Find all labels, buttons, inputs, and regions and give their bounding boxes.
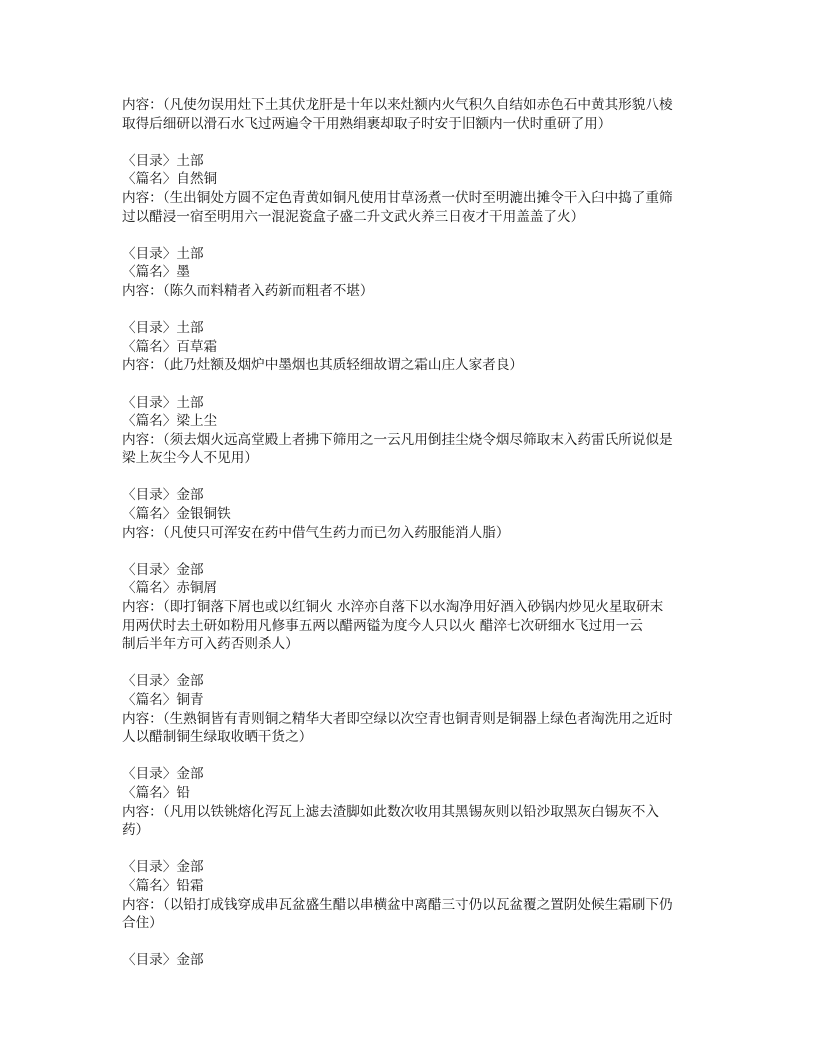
content-line: 内容：（即打铜落下屑也或以红铜火 水淬亦自落下以水淘净用好酒入砂锅内炒见火星取研末 — [122, 599, 664, 616]
entry-block — [122, 765, 698, 839]
catalog-line: 〈目录〉金部 — [122, 766, 204, 783]
chapter-title-line: 〈篇名〉百草霜 — [122, 338, 218, 355]
catalog-line: 〈目录〉金部 — [122, 673, 204, 690]
entry-block — [122, 245, 698, 301]
chapter-title-line: 〈篇名〉梁上尘 — [122, 413, 218, 430]
content-line: 制后半年方可入药否则杀人） — [122, 636, 299, 653]
blank-line — [122, 840, 698, 859]
catalog-line: 〈目录〉土部 — [122, 245, 204, 262]
catalog-line: 〈目录〉金部 — [122, 561, 204, 578]
content-line: 内容：（此乃灶额及烟炉中墨烟也其质轻细故谓之霜山庄人家者良） — [122, 357, 524, 374]
chapter-title-line: 〈篇名〉自然铜 — [122, 171, 218, 188]
content-line: 内容：（凡使勿误用灶下土其伏龙肝是十年以来灶额内火气积久自结如赤色石中黄其形貌八棱 — [122, 97, 673, 113]
catalog-line: 〈目录〉土部 — [122, 320, 204, 337]
entry-block — [122, 96, 698, 133]
blank-line — [122, 747, 698, 766]
blank-line — [122, 226, 698, 245]
content-line: 合住） — [122, 915, 163, 932]
entry-block — [122, 858, 698, 932]
catalog-line: 〈目录〉金部 — [122, 487, 204, 504]
chapter-title-line: 〈篇名〉赤铜屑 — [122, 580, 218, 597]
blank-line — [122, 375, 698, 394]
content-line: 内容：（须去烟火远高堂殿上者拂下筛用之一云凡用倒挂尘烧令烟尽筛取末入药雷氏所说似是 — [122, 431, 673, 448]
blank-line — [122, 933, 698, 952]
entry-block — [122, 486, 698, 542]
entry-block — [122, 672, 698, 746]
content-line: 用两伏时去土研如粉用凡修事五两以醋两镒为度今人只以火 醋淬七次研细水飞过用一云 — [122, 617, 643, 634]
blank-line — [122, 301, 698, 320]
entry-block — [122, 394, 698, 468]
blank-line — [122, 654, 698, 673]
content-line: 内容：（生出铜处方圆不定色青黄如铜凡使用甘草汤煮一伏时至明漉出摊令干入臼中捣了重筛 — [122, 189, 673, 206]
chapter-title-line: 〈篇名〉铜青 — [122, 692, 204, 708]
catalog-line: 〈目录〉土部 — [122, 394, 204, 411]
chapter-title-line: 〈篇名〉墨 — [122, 264, 190, 281]
entry-block — [122, 319, 698, 375]
content-line: 内容：（陈久而料精者入药新而粗者不堪） — [122, 282, 374, 299]
catalog-line: 〈目录〉金部 — [122, 952, 204, 969]
blank-line — [122, 468, 698, 487]
content-line: 人以醋制铜生绿取收晒干货之） — [122, 729, 313, 746]
blank-line — [122, 133, 698, 152]
catalog-line: 〈目录〉金部 — [122, 859, 204, 876]
chapter-title-line: 〈篇名〉铅 — [122, 784, 190, 801]
content-line: 内容：（生熟铜皆有青则铜之精华大者即空绿以次空青也铜青则是铜器上绿色者淘洗用之近时 — [122, 710, 673, 727]
entry-block — [122, 561, 698, 654]
content-line: 内容：（凡使只可浑安在药中借气生药力而已勿入药服能消人脂） — [122, 524, 510, 541]
content-line: 内容：（以铅打成钱穿成串瓦盆盛生醋以串横盆中离醋三寸仍以瓦盆覆之置阴处候生霜刷下仍 — [122, 896, 673, 913]
document-page — [122, 96, 698, 970]
content-line: 取得后细研以滑石水飞过两遍令干用熟绢裹却取子时安于旧额内一伏时重研了用） — [122, 115, 612, 132]
chapter-title-line: 〈篇名〉铅霜 — [122, 877, 204, 894]
entry-block — [122, 951, 698, 970]
blank-line — [122, 542, 698, 561]
content-line: 过以醋浸一宿至明用六一混泥瓷盒子盛二升文武火养三日夜才干用盖盖了火） — [122, 208, 585, 225]
content-line: 药） — [122, 822, 150, 839]
content-line: 内容：（凡用以铁铫熔化泻瓦上滤去渣脚如此数次收用其黑锡灰则以铅沙取黑灰白锡灰不入 — [122, 803, 659, 820]
entry-block — [122, 152, 698, 226]
catalog-line: 〈目录〉土部 — [122, 152, 204, 169]
content-line: 梁上灰尘今人不见用） — [122, 450, 258, 467]
chapter-title-line: 〈篇名〉金银铜铁 — [122, 506, 231, 523]
